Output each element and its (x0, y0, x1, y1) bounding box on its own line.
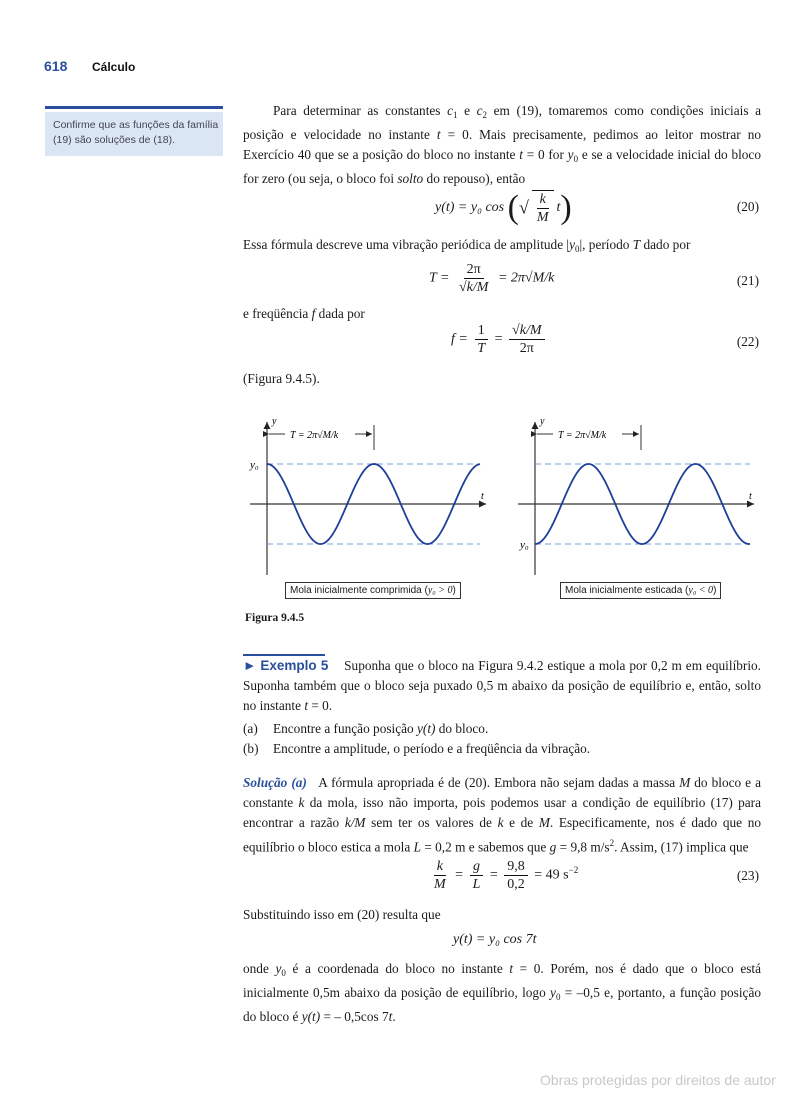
paragraph-frequency: e freqüência f dada por (243, 306, 365, 321)
equation-22: f = $\frac{1}{T}$ = $\frac{√k/M}{2\pi}$ (22) (451, 323, 759, 356)
copyright-watermark: Obras protegidas por direitos de autor (540, 1072, 776, 1088)
equation-23: $\frac{k}{M}$ = $\frac{g}{L}$ = $\frac{9,8}{0,2}$ = 49 $s^{-2}$ (23) (434, 859, 759, 892)
solution-a: Solução (a) A fórmula apropriada é de (20). Embora não sejam dadas a massa M do bloco e a constante k da mola, isso não importa, pois podemos usar a condição de equilíbrio (17) para encontrar a razão k/M sem ter os valores de k e de M. Especificamente, nos é dado que no equilíbrio o bloco estica a mola L = 0,2 m e sabemos que g = 9,8 $m/s^2$. Assim, (17) implica que (243, 775, 761, 855)
left-panel-caption-box: Mola inicialmente comprimida (y₀ > 0) (285, 582, 461, 599)
book-title: Cálculo (92, 60, 136, 74)
right-period-label: T = 2π√M/k (558, 430, 607, 441)
example-5: ► Exemplo 5 Suponha que o bloco na Figura 9.4.2 estique a mola por 0,2 m em equilíbrio. Suponha também que o bloco seja puxado 0,5 m abaixo da posição de equilíbrio e, então, solto no instante t = 0. (243, 658, 762, 713)
example-label: Exemplo 5 (260, 658, 329, 673)
left-period-label: T = 2π√M/k (290, 430, 339, 441)
paragraph-substituting: Substituindo isso em (20) resulta que (243, 907, 441, 922)
example-marker-icon: ► (243, 658, 257, 673)
paragraph-conclusion: onde $y_0$ é a coordenada do bloco no instante t = 0. Porém, nos é dado que o bloco está inicialmente 0,5m abaixo da posição de equilíbrio, logo $y_0 = -0,5$ e, portanto, a função posição do bloco é y(t) = – 0,5cos 7t. (243, 961, 761, 1024)
left-y0-label: y₀ (250, 459, 259, 471)
left-y-label: y (272, 416, 277, 427)
right-panel-caption-box: Mola inicialmente esticada (y₀ < 0) (560, 582, 721, 599)
figure-9-4-5 (240, 410, 770, 610)
example-item-b: (b) Encontre a amplitude, o período e a freqüência da vibração. (243, 741, 591, 756)
left-panel (249, 416, 486, 575)
right-panel (518, 416, 754, 575)
margin-note: Confirme que as funções da família (19) são soluções de (18). (45, 112, 223, 156)
equation-position: y(t) = y₀ cos 7t (453, 932, 537, 947)
page-number: 618 (44, 58, 68, 74)
paragraph-intro: Para determinar as constantes $c_1$ e $c_2$ em (19), tomaremos como condições iniciais a posição e velocidade no instante t = 0. Mais precisamente, pedimos ao leitor mostrar no Exercício 40 que se a posição do bloco no instante t = 0 for $y_0$ e se a velocidade inicial do bloco for zero (ou seja, o bloco foi solto do repouso), então (243, 103, 761, 186)
right-t-label: t (749, 491, 752, 502)
equation-20: y(t) = y₀ cos (√ $\frac{k}{M}$ t) (20) (435, 189, 759, 226)
left-t-label: t (481, 491, 484, 502)
paragraph-amplitude: Essa fórmula descreve uma vibração periódica de amplitude $|y_0|$, período T dado por (243, 237, 691, 254)
solution-label: Solução (a) (243, 775, 307, 790)
right-y0-label: y₀ (520, 539, 529, 551)
paragraph-figure-ref: (Figura 9.4.5). (243, 371, 320, 386)
margin-note-rule (45, 106, 223, 109)
equation-21: T = $\frac{2\pi}{√k/M}$ = 2π√M/k (21) (429, 262, 759, 295)
example-item-a: (a) Encontre a função posição y(t) do bloco. (243, 721, 489, 736)
right-y-label: y (540, 416, 545, 427)
figure-caption: Figura 9.4.5 (245, 612, 305, 624)
